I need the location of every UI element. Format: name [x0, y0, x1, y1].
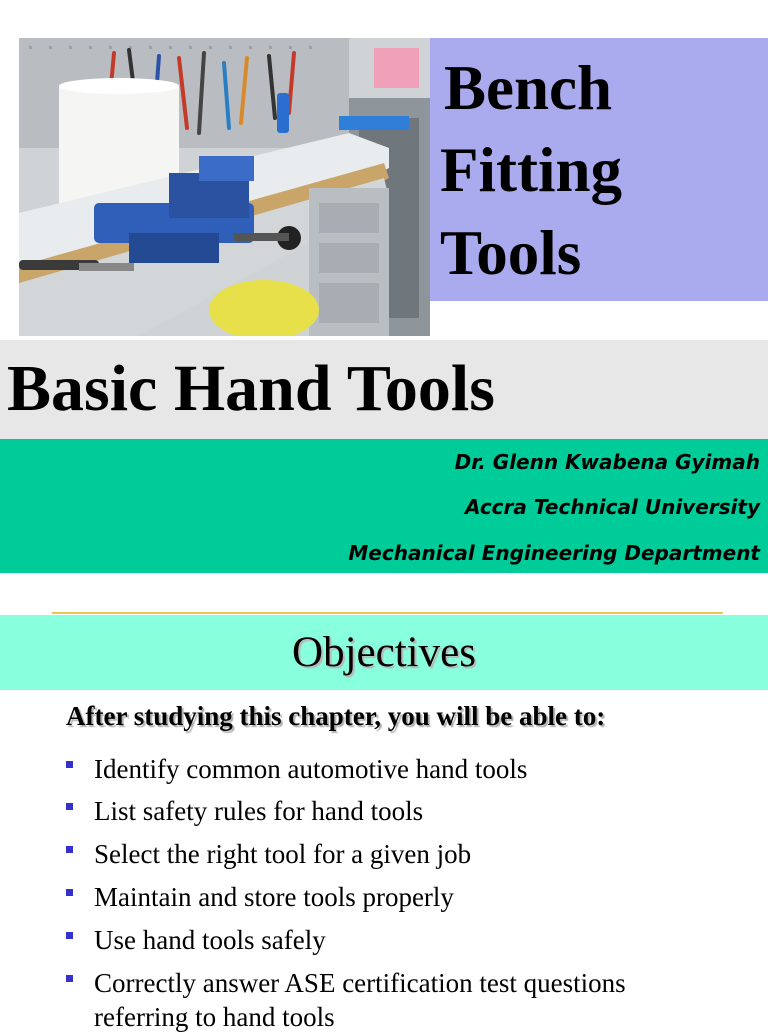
list-item-text: Select the right tool for a given job [94, 839, 472, 869]
title-block [430, 38, 768, 301]
square-bullet-icon [66, 932, 73, 939]
title-line-fitting: Fitting [440, 135, 622, 205]
subtitle: Basic Hand Tools [7, 352, 495, 425]
slide-divider [52, 612, 723, 614]
list-item-text: Identify common automotive hand tools [94, 754, 528, 784]
institution-name: Accra Technical University [464, 495, 760, 519]
list-item-text: referring to hand tools [94, 1002, 335, 1032]
author-name: Dr. Glenn Kwabena Gyimah [454, 450, 760, 474]
square-bullet-icon [66, 846, 73, 853]
square-bullet-icon [66, 889, 73, 896]
list-item-text: Correctly answer ASE certification test questions [94, 968, 626, 998]
objectives-intro: After studying this chapter, you will be able to: [66, 701, 606, 731]
objectives-band [0, 615, 768, 690]
title-line-tools: Tools [440, 218, 582, 288]
author-band [0, 439, 768, 573]
square-bullet-icon [66, 803, 73, 810]
objectives-heading: Objectives [292, 629, 476, 676]
square-bullet-icon [66, 761, 73, 768]
subtitle-band [0, 340, 768, 439]
department-name: Mechanical Engineering Department [348, 541, 760, 565]
list-item-text: List safety rules for hand tools [94, 796, 424, 826]
list-item-text: Maintain and store tools properly [94, 882, 454, 912]
workshop-photo [19, 38, 430, 336]
square-bullet-icon [66, 975, 73, 982]
list-item-text: Use hand tools safely [94, 925, 326, 955]
title-line-bench: Bench [444, 53, 613, 123]
